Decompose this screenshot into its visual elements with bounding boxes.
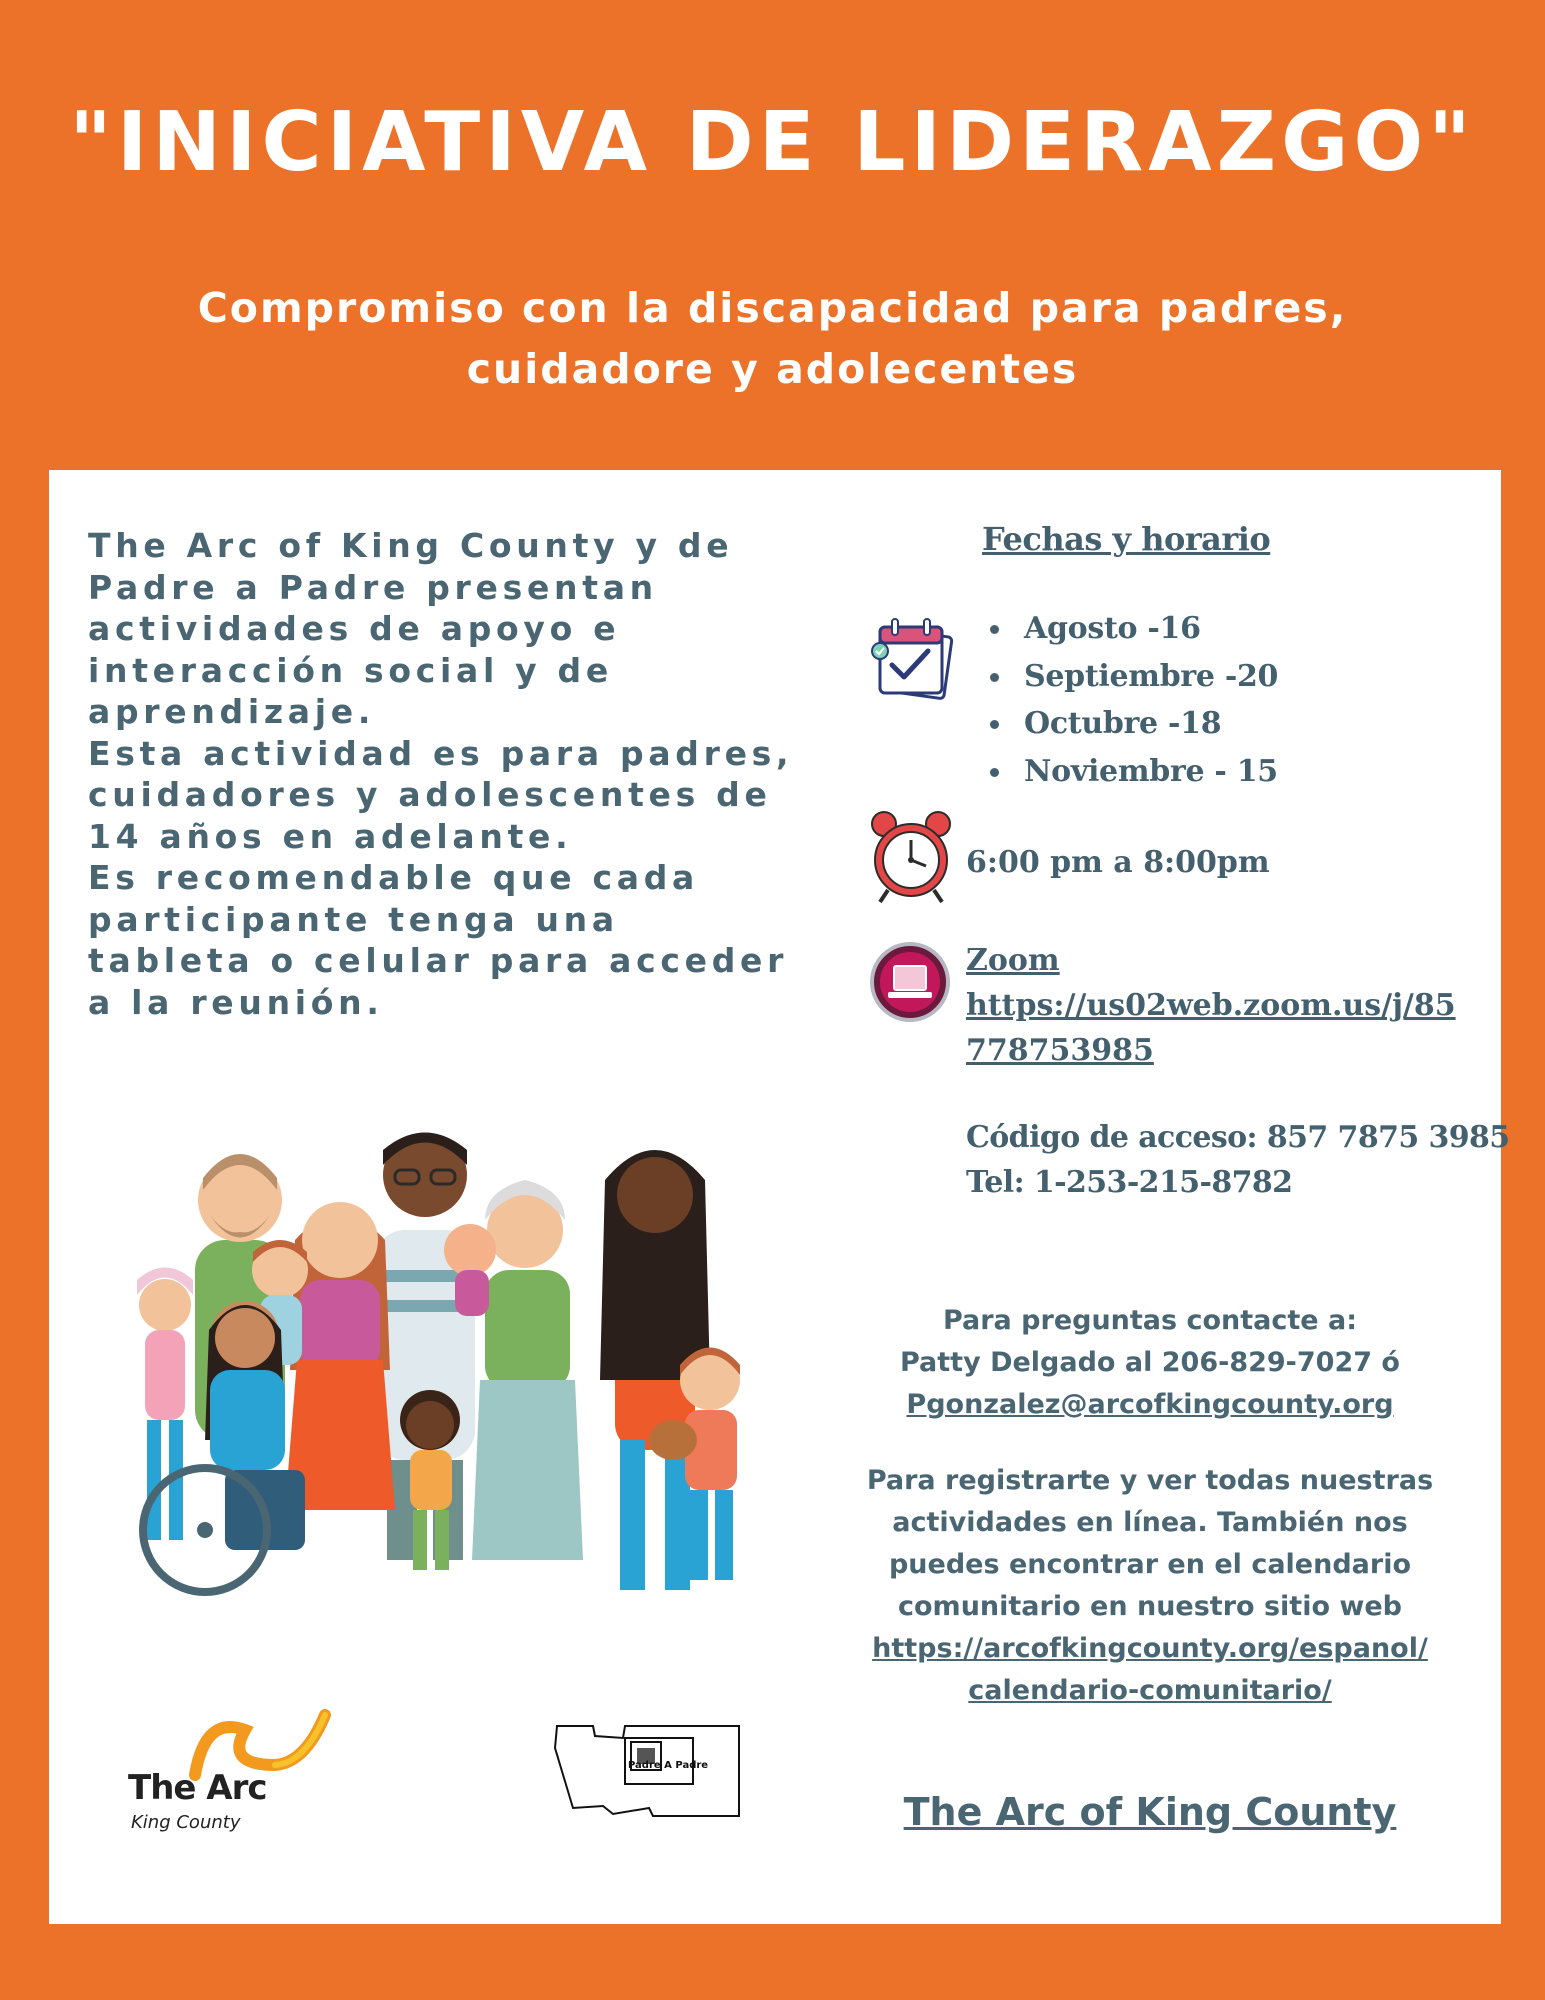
register-line: actividades en línea. También nos [892,1507,1408,1538]
schedule-title: Fechas y horario [982,520,1271,558]
contact-block [830,1300,1470,1426]
phone-number: Tel: 1-253-215-8782 [966,1165,1293,1200]
alarm-clock-icon [868,808,954,904]
page-subtitle [0,278,1545,400]
register-line: puedes encontrar en el calendario [888,1549,1412,1580]
zoom-link[interactable]: https://us02web.zoom.us/j/85778753985 [966,988,1456,1068]
date-item: Noviembre - 15 [990,748,1278,796]
date-list [990,605,1278,795]
arc-logo-sub: King County [131,1812,241,1833]
time-text: 6:00 pm a 8:00pm [966,845,1270,880]
page-title: "INICIATIVA DE LIDERAZGO" [69,95,1476,190]
family-illustration [125,1120,765,1620]
padre-a-padre-text: Padre A Padre [628,1760,709,1771]
register-line: Para registrarte y ver todas nuestras [866,1465,1434,1496]
arc-logo-name: The Arc [128,1768,267,1808]
padre-a-padre-logo [553,1718,743,1828]
calendar-icon [866,615,958,707]
date-item: Octubre -18 [990,700,1278,748]
zoom-info[interactable] [966,938,1456,1073]
access-info [966,1115,1510,1205]
register-block [830,1460,1470,1712]
subtitle-line: cuidadore y adolecentes [466,345,1079,393]
date-item: Septiembre -20 [990,653,1278,701]
laptop-icon [870,942,950,1022]
calendar-link[interactable]: https://arcofkingcounty.org/espanol/ [872,1633,1428,1664]
access-code: Código de acceso: 857 7875 3985 [966,1120,1510,1155]
contact-line: Para preguntas contacte a: [942,1305,1358,1336]
intro-text: The Arc of King County y de Padre a Padre presentan actividades de apoyo e interacción social y de aprendizaje. Esta actividad es para padres, cuidadores y adolescentes de 14 años en adelante. Es recomendable que cada participante tenga una tableta o celular para acceder a la reunión. [88,526,794,1022]
date-item: Agosto -16 [990,605,1278,653]
org-link[interactable]: The Arc of King County [903,1790,1397,1834]
register-line: comunitario en nuestro sitio web [898,1591,1402,1622]
zoom-label[interactable]: Zoom [966,943,1060,978]
contact-email-link[interactable]: Pgonzalez@arcofkingcounty.org [906,1389,1394,1420]
calendar-link[interactable]: calendario-comunitario/ [968,1675,1332,1706]
contact-line: Patty Delgado al 206-829-7027 ó [899,1347,1400,1378]
subtitle-line: Compromiso con la discapacidad para padres, [197,284,1348,332]
